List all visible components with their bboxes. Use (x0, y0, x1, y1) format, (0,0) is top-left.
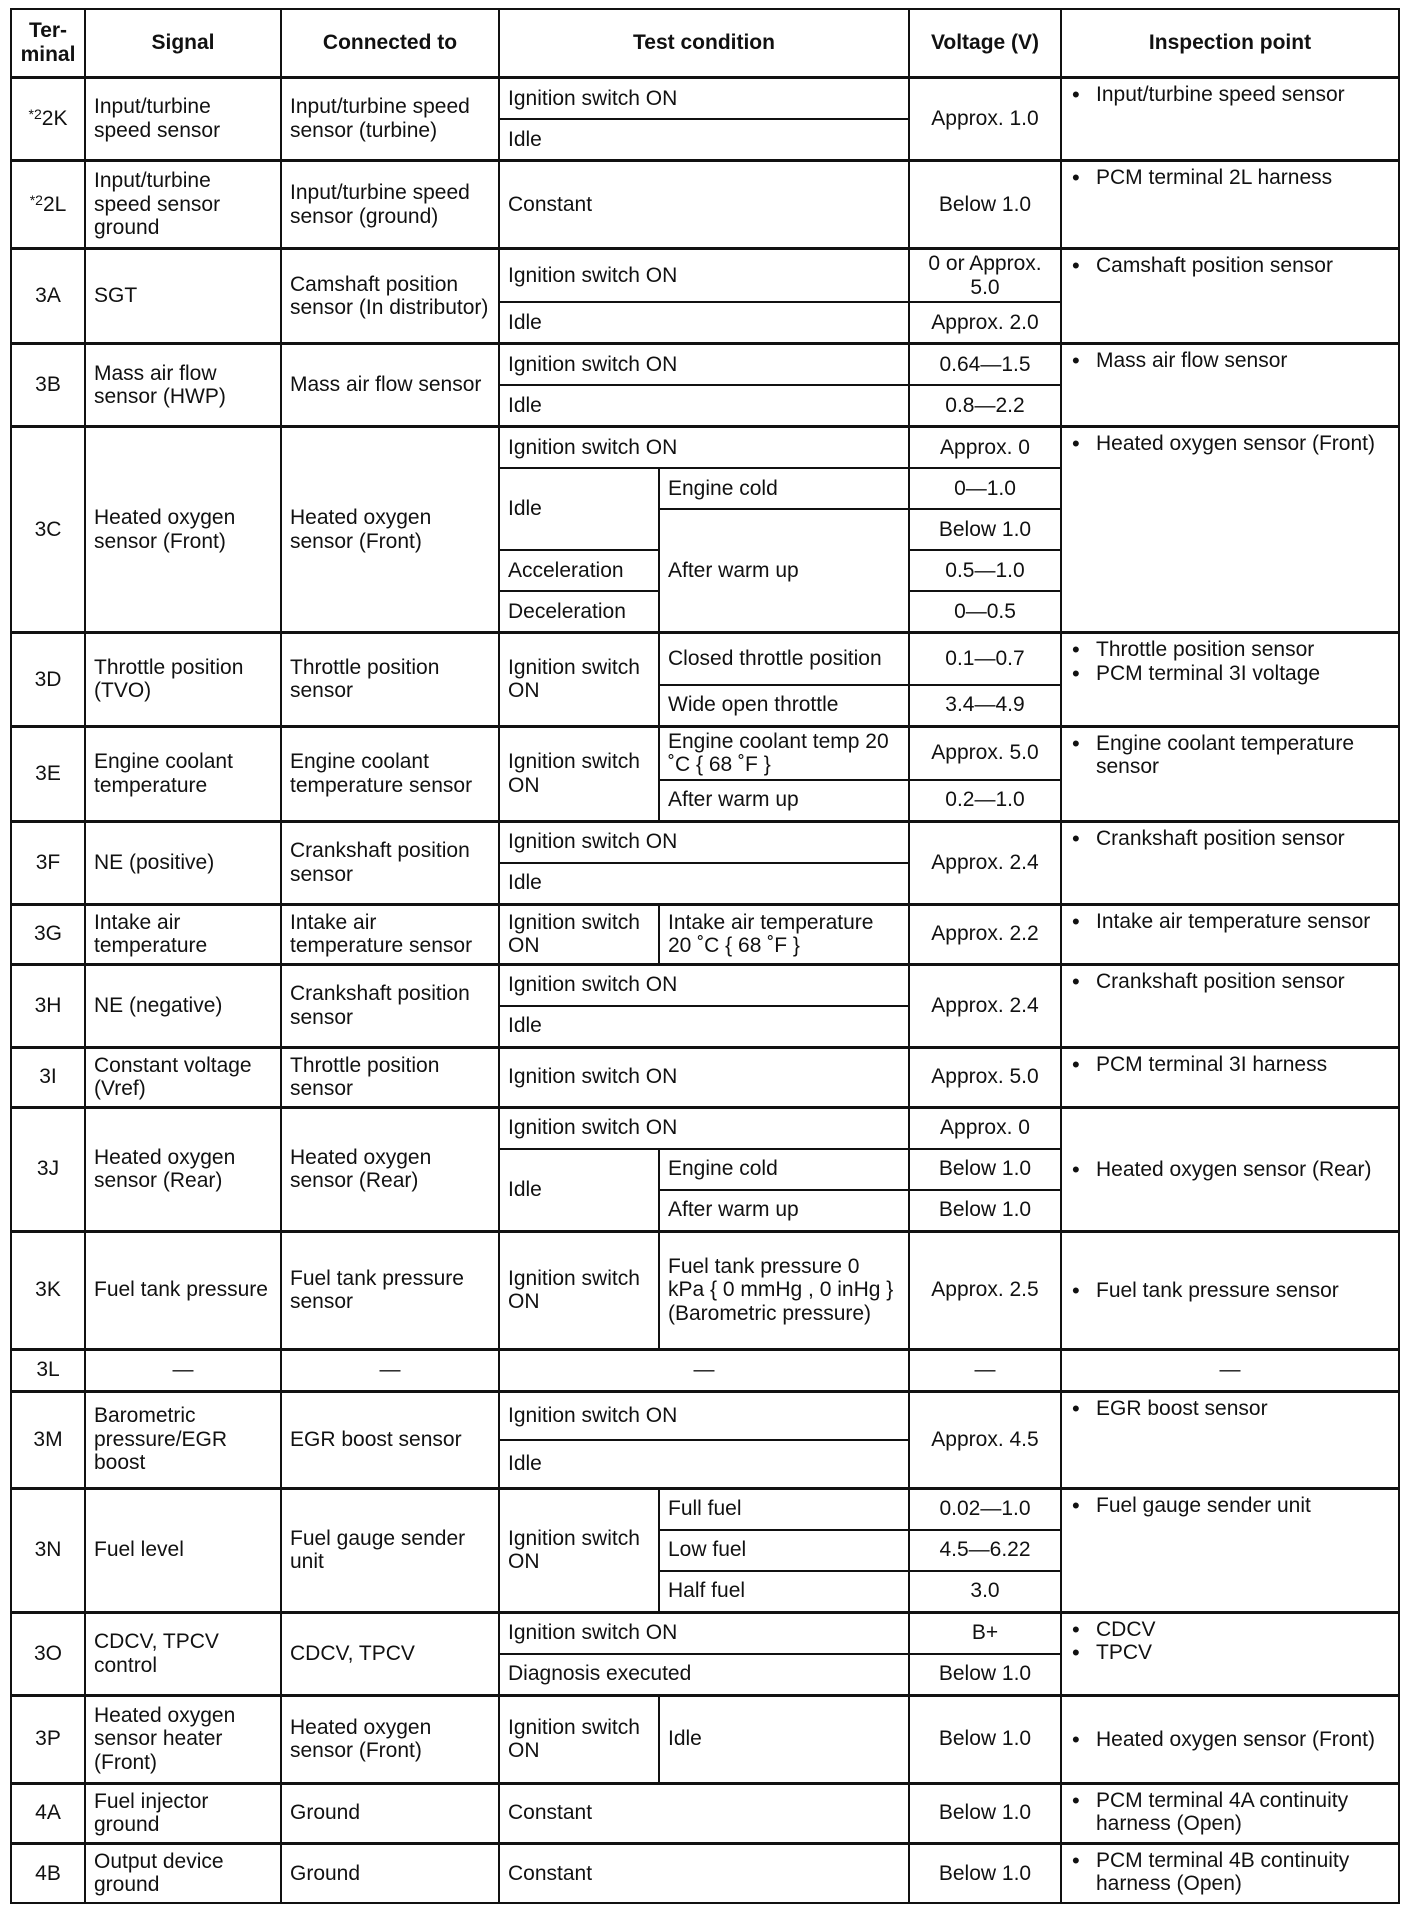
header-terminal: Ter-minal (11, 9, 85, 78)
condition-cell: Engine cold (659, 1149, 909, 1190)
voltage-cell: 0.1—0.7 (909, 633, 1061, 685)
inspection-item: • Fuel tank pressure sensor (1070, 1279, 1390, 1303)
voltage-cell: Approx. 2.4 (909, 821, 1061, 904)
connected-cell: Intake air temperature sensor (281, 904, 499, 964)
inspection-cell: — (1061, 1349, 1399, 1391)
condition-cell: Ignition switch ON (499, 1107, 909, 1149)
condition-cell: After warm up (659, 1190, 909, 1232)
voltage-cell: 0—1.0 (909, 468, 1061, 509)
terminal-cell (11, 161, 85, 249)
table-row (11, 1047, 1399, 1107)
row-group-3b (11, 344, 1399, 427)
condition-cell: Constant (499, 1843, 909, 1903)
connected-cell: Fuel gauge sender unit (281, 1488, 499, 1612)
header-connected-to: Connected to (281, 9, 499, 78)
condition-cell: Idle (499, 1006, 909, 1048)
terminal-cell: 3L (11, 1349, 85, 1391)
voltage-cell: Approx. 2.5 (909, 1231, 1061, 1349)
voltage-cell: Approx. 5.0 (909, 726, 1061, 780)
connected-cell: Input/turbine speed sensor (turbine) (281, 78, 499, 161)
signal-cell: NE (positive) (85, 821, 281, 904)
connected-cell: Heated oxygen sensor (Front) (281, 1695, 499, 1783)
header-inspection-point: Inspection point (1061, 9, 1399, 78)
voltage-cell: Approx. 1.0 (909, 78, 1061, 161)
row-group-3h (11, 964, 1399, 1047)
signal-cell: Fuel injector ground (85, 1783, 281, 1843)
row-group-3e (11, 726, 1399, 821)
inspection-cell (1061, 1391, 1399, 1488)
terminal-cell: 3J (11, 1107, 85, 1231)
voltage-cell: 0.8—2.2 (909, 385, 1061, 427)
voltage-cell: Below 1.0 (909, 1149, 1061, 1190)
signal-cell: Heated oxygen sensor (Front) (85, 427, 281, 633)
row-group-4a (11, 1783, 1399, 1843)
condition-cell: After warm up (659, 509, 909, 633)
terminal-cell: 3B (11, 344, 85, 427)
voltage-cell: Below 1.0 (909, 161, 1061, 249)
row-group-3c (11, 427, 1399, 633)
connected-cell: Heated oxygen sensor (Rear) (281, 1107, 499, 1231)
row-group-3o (11, 1612, 1399, 1695)
inspection-item: • Heated oxygen sensor (Front) (1070, 432, 1390, 456)
connected-cell: Engine coolant temperature sensor (281, 726, 499, 821)
inspection-item: • Heated oxygen sensor (Front) (1070, 1728, 1390, 1752)
signal-cell: CDCV, TPCV control (85, 1612, 281, 1695)
signal-cell: Throttle position (TVO) (85, 633, 281, 727)
table-row (11, 1695, 1399, 1783)
connected-cell: Throttle position sensor (281, 633, 499, 727)
row-group-3i (11, 1047, 1399, 1107)
condition-cell: Idle (499, 302, 909, 344)
table-row (11, 161, 1399, 249)
signal-cell: Mass air flow sensor (HWP) (85, 344, 281, 427)
terminal-note-mark: *2 (28, 106, 42, 123)
voltage-cell: Below 1.0 (909, 1695, 1061, 1783)
inspection-item: • CDCV (1070, 1618, 1390, 1642)
voltage-cell: 3.4—4.9 (909, 685, 1061, 727)
condition-cell: Ignition switch ON (499, 1231, 659, 1349)
condition-cell: Ignition switch ON (499, 249, 909, 303)
table-row (11, 249, 1399, 303)
terminal-cell: 3P (11, 1695, 85, 1783)
condition-cell: After warm up (659, 780, 909, 822)
table-row (11, 821, 1399, 863)
voltage-cell: Approx. 2.4 (909, 964, 1061, 1047)
inspection-cell (1061, 821, 1399, 904)
inspection-cell (1061, 427, 1399, 633)
inspection-item: • Throttle position sensor (1070, 638, 1390, 662)
connected-cell: Crankshaft position sensor (281, 964, 499, 1047)
terminal-cell: 3G (11, 904, 85, 964)
condition-cell: Ignition switch ON (499, 633, 659, 727)
connected-cell: Input/turbine speed sensor (ground) (281, 161, 499, 249)
condition-cell: Idle (499, 1149, 659, 1232)
inspection-item: • Crankshaft position sensor (1070, 970, 1390, 994)
voltage-cell: 0.5—1.0 (909, 550, 1061, 591)
signal-cell: Intake air temperature (85, 904, 281, 964)
condition-cell: Ignition switch ON (499, 904, 659, 964)
condition-cell: Acceleration (499, 550, 659, 591)
row-group-3g (11, 904, 1399, 964)
voltage-cell: 0—0.5 (909, 591, 1061, 633)
voltage-cell: 3.0 (909, 1571, 1061, 1613)
voltage-cell: Below 1.0 (909, 1654, 1061, 1696)
condition-cell: Full fuel (659, 1488, 909, 1530)
inspection-item: • PCM terminal 3I harness (1070, 1053, 1390, 1077)
signal-cell: Input/turbine speed sensor (85, 78, 281, 161)
inspection-item: • Crankshaft position sensor (1070, 827, 1390, 851)
table-row (11, 904, 1399, 964)
table-row (11, 1843, 1399, 1903)
terminal-cell: 3M (11, 1391, 85, 1488)
table-row (11, 633, 1399, 685)
signal-cell: Heated oxygen sensor heater (Front) (85, 1695, 281, 1783)
header-signal: Signal (85, 9, 281, 78)
condition-cell: Idle (499, 1440, 909, 1489)
inspection-cell (1061, 344, 1399, 427)
inspection-item: • PCM terminal 2L harness (1070, 166, 1390, 190)
voltage-cell: Approx. 2.0 (909, 302, 1061, 344)
table-row (11, 1391, 1399, 1440)
condition-cell: Idle (499, 863, 909, 905)
condition-cell: Fuel tank pressure 0 kPa { 0 mmHg , 0 inHg } (Barometric pressure) (659, 1231, 909, 1349)
table-row (11, 1488, 1399, 1530)
condition-cell: Idle (499, 468, 659, 550)
condition-cell: Half fuel (659, 1571, 909, 1613)
inspection-cell (1061, 1612, 1399, 1695)
condition-cell: Ignition switch ON (499, 78, 909, 120)
terminal-cell: 3K (11, 1231, 85, 1349)
table-row (11, 726, 1399, 780)
signal-cell: — (85, 1349, 281, 1391)
condition-cell: Ignition switch ON (499, 427, 909, 469)
connected-cell: Ground (281, 1783, 499, 1843)
condition-cell: Ignition switch ON (499, 1391, 909, 1440)
signal-cell: Constant voltage (Vref) (85, 1047, 281, 1107)
connected-cell: Crankshaft position sensor (281, 821, 499, 904)
condition-cell: Constant (499, 161, 909, 249)
signal-cell: Fuel tank pressure (85, 1231, 281, 1349)
connected-cell: Camshaft position sensor (In distributor) (281, 249, 499, 344)
voltage-cell: Below 1.0 (909, 509, 1061, 550)
voltage-cell: Approx. 5.0 (909, 1047, 1061, 1107)
voltage-cell: 0.64—1.5 (909, 344, 1061, 386)
inspection-cell (1061, 1488, 1399, 1612)
signal-cell: Engine coolant temperature (85, 726, 281, 821)
voltage-cell: 4.5—6.22 (909, 1530, 1061, 1571)
header-row (11, 9, 1399, 78)
signal-cell: Barometric pressure/EGR boost (85, 1391, 281, 1488)
terminal-cell: 3C (11, 427, 85, 633)
inspection-item: • Input/turbine speed sensor (1070, 83, 1390, 107)
inspection-cell (1061, 1047, 1399, 1107)
connected-cell: Ground (281, 1843, 499, 1903)
inspection-item: • PCM terminal 3I voltage (1070, 662, 1390, 686)
condition-cell: — (499, 1349, 909, 1391)
voltage-cell: 0 or Approx. 5.0 (909, 249, 1061, 303)
pcm-terminal-voltage-table (10, 8, 1400, 1904)
condition-cell: Diagnosis executed (499, 1654, 909, 1696)
inspection-cell (1061, 78, 1399, 161)
table-row (11, 964, 1399, 1006)
inspection-item: • Fuel gauge sender unit (1070, 1494, 1390, 1518)
table-row (11, 1612, 1399, 1654)
row-group-3m (11, 1391, 1399, 1488)
row-group-3l (11, 1349, 1399, 1391)
voltage-cell: Below 1.0 (909, 1843, 1061, 1903)
table-row (11, 1107, 1399, 1149)
inspection-cell (1061, 964, 1399, 1047)
condition-cell: Ignition switch ON (499, 1612, 909, 1654)
terminal-cell: 3E (11, 726, 85, 821)
connected-cell: EGR boost sensor (281, 1391, 499, 1488)
row-group-3p (11, 1695, 1399, 1783)
condition-cell: Ignition switch ON (499, 964, 909, 1006)
terminal-cell: 4B (11, 1843, 85, 1903)
voltage-cell: Below 1.0 (909, 1783, 1061, 1843)
condition-cell: Constant (499, 1783, 909, 1843)
inspection-item: • Camshaft position sensor (1070, 254, 1390, 278)
terminal-cell: 3O (11, 1612, 85, 1695)
inspection-item: • EGR boost sensor (1070, 1397, 1390, 1421)
inspection-cell (1061, 726, 1399, 821)
condition-cell: Engine cold (659, 468, 909, 509)
inspection-item: • Engine coolant temperature sensor (1070, 732, 1390, 779)
inspection-item: • PCM terminal 4B continuity harness (Open) (1070, 1849, 1390, 1896)
table-row (11, 78, 1399, 120)
inspection-cell (1061, 1783, 1399, 1843)
voltage-cell: Below 1.0 (909, 1190, 1061, 1232)
condition-cell: Ignition switch ON (499, 1047, 909, 1107)
voltage-cell: 0.02—1.0 (909, 1488, 1061, 1530)
signal-cell: Input/turbine speed sensor ground (85, 161, 281, 249)
terminal-cell (11, 78, 85, 161)
inspection-item: • PCM terminal 4A continuity harness (Open) (1070, 1789, 1390, 1836)
voltage-cell: Approx. 4.5 (909, 1391, 1061, 1488)
signal-cell: Fuel level (85, 1488, 281, 1612)
inspection-cell (1061, 1695, 1399, 1783)
voltage-cell: — (909, 1349, 1061, 1391)
connected-cell: Fuel tank pressure sensor (281, 1231, 499, 1349)
connected-cell: Throttle position sensor (281, 1047, 499, 1107)
row-group-3k (11, 1231, 1399, 1349)
table-row (11, 1231, 1399, 1349)
terminal-cell: 3A (11, 249, 85, 344)
terminal-cell: 3D (11, 633, 85, 727)
inspection-cell (1061, 904, 1399, 964)
table-row (11, 1783, 1399, 1843)
inspection-item: • Intake air temperature sensor (1070, 910, 1390, 934)
inspection-cell (1061, 1107, 1399, 1231)
inspection-cell (1061, 1231, 1399, 1349)
terminal-cell: 4A (11, 1783, 85, 1843)
signal-cell: Heated oxygen sensor (Rear) (85, 1107, 281, 1231)
table-row (11, 1349, 1399, 1391)
connected-cell: Heated oxygen sensor (Front) (281, 427, 499, 633)
inspection-item: • Heated oxygen sensor (Rear) (1070, 1158, 1390, 1182)
condition-cell: Ignition switch ON (499, 726, 659, 821)
row-group-3d (11, 633, 1399, 727)
connected-cell: Mass air flow sensor (281, 344, 499, 427)
voltage-cell: Approx. 2.2 (909, 904, 1061, 964)
terminal-note-mark: *2 (29, 191, 43, 208)
connected-cell: — (281, 1349, 499, 1391)
condition-cell: Ignition switch ON (499, 344, 909, 386)
table-row (11, 344, 1399, 386)
condition-cell: Idle (499, 119, 909, 161)
row-group-4b (11, 1843, 1399, 1903)
condition-cell: Low fuel (659, 1530, 909, 1571)
terminal-cell: 3H (11, 964, 85, 1047)
signal-cell: SGT (85, 249, 281, 344)
row-group-3n (11, 1488, 1399, 1612)
row-group-3j (11, 1107, 1399, 1231)
condition-cell: Wide open throttle (659, 685, 909, 727)
inspection-cell (1061, 161, 1399, 249)
condition-cell: Engine coolant temp 20 ˚C { 68 ˚F } (659, 726, 909, 780)
row-group-2l (11, 161, 1399, 249)
voltage-cell: Approx. 0 (909, 1107, 1061, 1149)
signal-cell: NE (negative) (85, 964, 281, 1047)
row-group-3f (11, 821, 1399, 904)
condition-cell: Idle (659, 1695, 909, 1783)
voltage-cell: Approx. 0 (909, 427, 1061, 469)
condition-cell: Ignition switch ON (499, 1488, 659, 1612)
inspection-cell (1061, 249, 1399, 344)
condition-cell: Ignition switch ON (499, 1695, 659, 1783)
terminal-id: 2K (41, 107, 68, 131)
signal-cell: Output device ground (85, 1843, 281, 1903)
row-group-3a (11, 249, 1399, 344)
inspection-item: • TPCV (1070, 1641, 1390, 1665)
terminal-cell: 3I (11, 1047, 85, 1107)
table-row (11, 427, 1399, 469)
terminal-id: 2L (42, 192, 67, 216)
inspection-cell (1061, 633, 1399, 727)
condition-cell: Idle (499, 385, 909, 427)
header-test-condition: Test condition (499, 9, 909, 78)
terminal-cell: 3F (11, 821, 85, 904)
condition-cell: Deceleration (499, 591, 659, 633)
condition-cell: Closed throttle position (659, 633, 909, 685)
header-voltage: Voltage (V) (909, 9, 1061, 78)
terminal-cell: 3N (11, 1488, 85, 1612)
row-group-2k (11, 78, 1399, 161)
voltage-cell: 0.2—1.0 (909, 780, 1061, 822)
voltage-cell: B+ (909, 1612, 1061, 1654)
condition-cell: Ignition switch ON (499, 821, 909, 863)
condition-cell: Intake air temperature 20 ˚C { 68 ˚F } (659, 904, 909, 964)
inspection-item: • Mass air flow sensor (1070, 349, 1390, 373)
inspection-cell (1061, 1843, 1399, 1903)
connected-cell: CDCV, TPCV (281, 1612, 499, 1695)
